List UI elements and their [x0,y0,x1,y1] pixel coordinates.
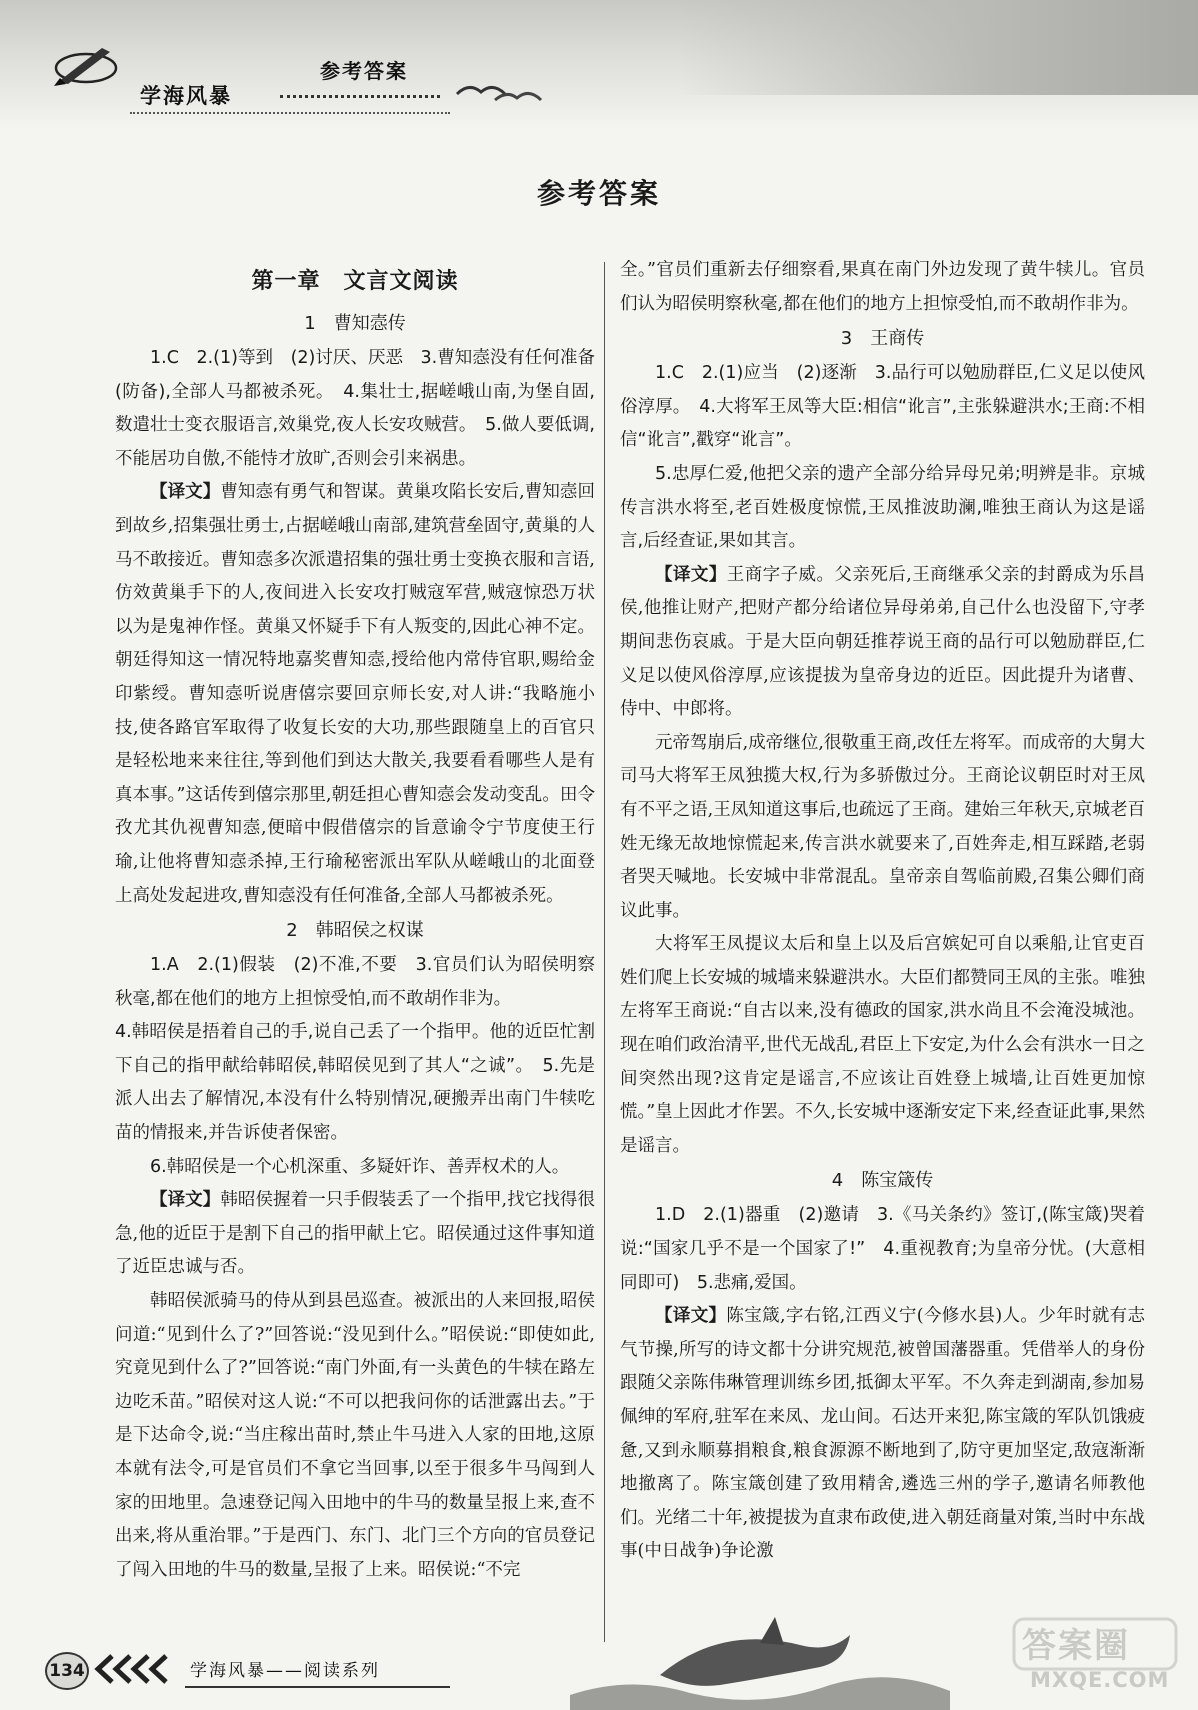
header-dotted-rule-lower [130,112,450,114]
section-1-translation [115,476,595,913]
chapter-heading: 第一章 文言文阅读 [251,269,459,294]
section-title-2: 2 韩昭侯之权谋 [286,920,424,942]
translation-tag: 【译文】 [655,564,727,585]
section-4-translation [620,1300,1145,1569]
pen-logo-icon [50,38,122,90]
footer-series-name: 学海风暴——阅读系列 [190,1661,380,1681]
column-divider [604,262,605,1642]
watermark-url: MXQE.COM [1030,1668,1170,1692]
section-4-answers: 1.D 2.(1)器重 (2)邀请 3.《马关条约》签订,(陈宝箴)哭着说:“国家几乎不是一个国家了!” 4.重视教育;为皇帝分忧。(大意相同即可) 5.悲痛,爱国。 [620,1205,1145,1293]
section-title-1: 1 曹知悫传 [304,313,406,334]
continued-translation: 全。”官员们重新去仔细察看,果真在南门外边发现了黄牛犊儿。官员们认为昭侯明察秋毫,都在他们的地方上担惊受怕,而不敢胡作非为。 [620,260,1145,314]
section-2-answers-6: 6.韩昭侯是一个心机深重、多疑奸诈、善弄权术的人。 [150,1156,570,1177]
section-3-answers: 1.C 2.(1)应当 (2)逐渐 3.品行可以勉励群臣,仁义足以使风俗淳厚。 4.大将军王凤等大臣:相信“讹言”,主张躲避洪水;王商:不相信“讹言”,戳穿“讹言”。 [620,363,1145,451]
translation-text: 曹知悫有勇气和智谋。黄巢攻陷长安后,曹知悫回到故乡,招集强壮勇士,占据嵯峨山南部,建筑营垒固守,黄巢的人马不敢接近。曹知悫多次派遣招集的强壮勇士变换衣服和言语,仿效黄巢手下的人,夜间进入长安攻打贼寇军营,贼寇惊恐万状以为是鬼神作怪。黄巢又怀疑手下有人叛变的,因此心神不定。朝廷得知这一情况特地嘉奖曹知悫,授给他内常侍官职,赐给金印紫绶。曹知悫听说唐僖宗要回京师长安,对人讲:“我略施小技,使各路官军取得了收复长安的大功,那些跟随皇上的百官只是轻松地来来往往,等到他们到达大散关,我要看看哪些人是有真本事。”这话传到僖宗那里,朝廷担心曹知悫会发动变乱。田令孜尤其仇视曹知悫,便暗中假借僖宗的旨意谕令宁节度使王行瑜,让他将曹知悫杀掉,王行瑜秘密派出军队从嵯峨山的北面登上高处发起进攻,曹知悫没有任何准备,全部人马都被杀死。 [115,482,596,906]
chevron-left-icon [92,1652,182,1686]
section-3-translation-cont2: 大将军王凤提议太后和皇上以及后宫嫔妃可自以乘船,让官吏百姓们爬上长安城的城墙来躲避洪水。大臣们都赞同王凤的主张。唯独左将军王商说:“自古以来,没有德政的国家,洪水尚且不会淹没城池。现在咱们政治清平,世代无战乱,君臣上下安定,为什么会有洪水一日之间突然出现?这肯定是谣言,不应该让百姓登上城墙,让百姓更加惊慌。”皇上因此才作罢。不久,长安城中逐渐安定下来,经查证此事,果然是谣言。 [620,934,1145,1156]
section-3-translation-cont: 元帝驾崩后,成帝继位,很敬重王商,改任左将军。而成帝的大舅大司马大将军王凤独揽大权,行为多骄傲过分。王商论议朝臣时对王凤有不平之语,王凤知道这事后,也疏远了王商。建始三年秋天,京城老百姓无缘无故地惊慌起来,传言洪水就要来了,百姓奔走,相互踩踏,老弱者哭天喊地。长安城中非常混乱。皇帝亲自驾临前殿,召集公卿们商议此事。 [620,732,1145,921]
translation-text: 王商字子威。父亲死后,王商继承父亲的封爵成为乐昌侯,他推让财产,把财产都分给诸位异母弟弟,自己什么也没留下,守孝期间悲伤哀戚。于是大臣向朝廷推荐说王商的品行可以勉励群臣,仁义足以使风俗淳厚,应该提拔为皇帝身边的近臣。因此提升为诸曹、侍中、中郎将。 [620,564,1146,720]
section-title-3: 3 王商传 [840,328,925,350]
translation-tag: 【译文】 [655,1306,727,1327]
page-title: 参考答案 [536,177,661,210]
left-column [115,262,595,1587]
translation-text: 韩昭侯握着一只手假装丢了一个指甲,找它找得很急,他的近臣于是割下自己的指甲献上它。昭侯通过这件事知道了近臣忠诚与否。 [115,1190,596,1278]
translation-text: 陈宝箴,字右铭,江西义宁(今修水县)人。少年时就有志气节操,所写的诗文都十分讲究规范,被曾国藩器重。凭借举人的身份跟随父亲陈伟琳管理训练乡团,抵御太平军。不久奔走到湖南,参加易佩绅的军府,驻军在来凤、龙山间。石达开来犯,陈宝箴的军队饥饿疲惫,又到永顺募捐粮食,粮食源源不断地到了,防守更加坚定,敌寇渐渐地撤离了。陈宝箴创建了致用精舍,遴选三州的学子,邀请名师教他们。光绪二十年,被提拔为直隶布政使,进入朝廷商量对策,当时中东战事(中日战争)争论激 [620,1306,1146,1562]
header-dotted-rule [280,95,440,98]
section-3-answers-cont: 5.忠厚仁爱,他把父亲的遗产全部分给异母兄弟;明辨是非。京城传言洪水将至,老百姓极度惊慌,王凤推波助澜,唯独王商认为这是谣言,后经查证,果如其言。 [620,463,1145,552]
section-2-translation [115,1184,595,1285]
section-1-answers: 1.C 2.(1)等到 (2)讨厌、厌恶 3.曹知悫没有任何准备(防备),全部人马都被杀死。 4.集壮士,据嵯峨山南,为堡自固,数遣壮士变衣服语言,效巢党,夜人长安攻贼营。 5.做人要低调,不能居功自傲,不能恃才放旷,否则会引来祸患。 [115,348,595,469]
watermark-text: 答案圈 [1022,1626,1130,1666]
dolphin-wave-icon [570,1605,950,1710]
translation-tag: 【译文】 [150,1190,221,1211]
right-column [620,254,1145,1569]
section-2-translation-cont: 韩昭侯派骑马的侍从到县邑巡查。被派出的人来回报,昭侯问道:“见到什么了?”回答说:“没见到什么。”昭侯说:“即使如此,究竟见到什么了?”回答说:“南门外面,有一头黄色的牛犊在路左边吃禾苗。”昭侯对这人说:“不可以把我问你的话泄露出去。”于是下达命令,说:“当庄稼出苗时,禁止牛马进入人家的田地,这原本就有法令,可是官员们不拿它当回事,以至于很多牛马闯到人家的田地里。急速登记闯入田地中的牛马的数量呈报上来,查不出来,将从重治罪。”于是西门、东门、北门三个方向的官员登记了闯入田地的牛马的数量,呈报了上来。昭侯说:“不完 [115,1291,595,1580]
section-3-translation [620,559,1145,727]
section-title-4: 4 陈宝箴传 [831,1170,934,1192]
footer-rule [185,1686,450,1688]
section-2-answers: 1.A 2.(1)假装 (2)不准,不要 3.官员们认为昭侯明察秋毫,都在他们的地方上担惊受怕,而不敢胡作非为。 [115,955,595,1009]
section-2-answers-cont: 4.韩昭侯是捂着自己的手,说自己丢了一个指甲。他的近臣忙割下自己的指甲献给韩昭侯,韩昭侯见到了其人“之诚”。 5.先是派人出去了解情况,本没有什么特别情况,硬搬弄出南门牛犊吃苗的情报来,并告诉使者保密。 [115,1022,595,1144]
page-number: 134 [45,1652,89,1690]
birds-decoration-icon [455,78,545,108]
page-header [0,0,1198,130]
brand-name: 学海风暴 [140,84,232,108]
translation-tag: 【译文】 [150,482,221,503]
header-cloud-decoration [678,0,1198,95]
header-section-title: 参考答案 [320,59,408,83]
